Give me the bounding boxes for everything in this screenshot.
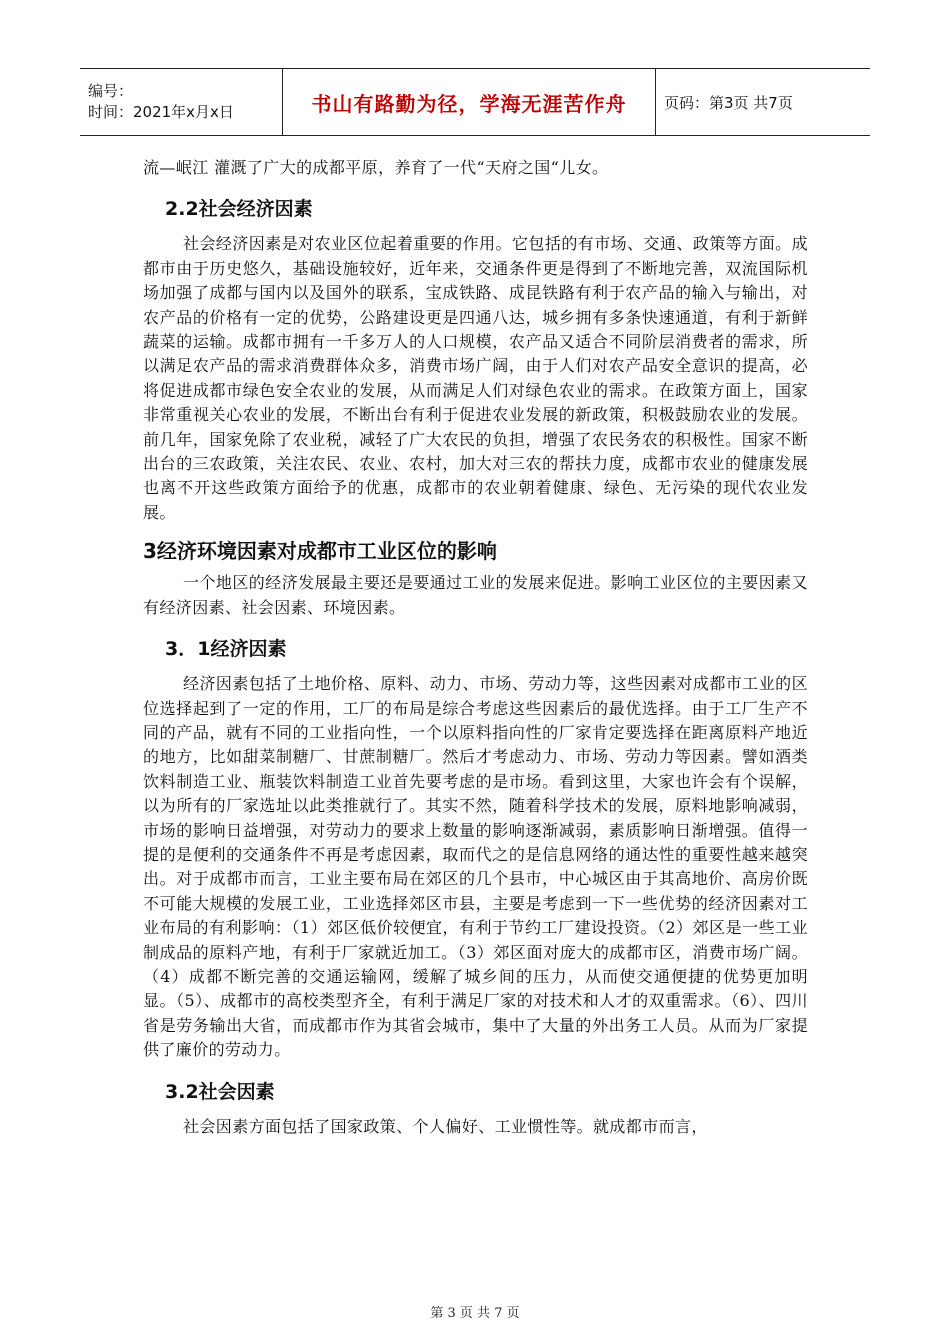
heading-2-2: 2.2社会经济因素: [165, 198, 313, 221]
header-page-info: 页码：第3页 共7页: [664, 93, 793, 112]
header-meta: [80, 69, 283, 135]
page-footer: 第 3 页 共 7 页: [430, 1306, 520, 1321]
doc-number-label: 编号：: [88, 82, 134, 100]
heading-3-1: 3．1经济因素: [165, 638, 287, 661]
paragraph-2-2: 社会经济因素是对农业区位起着重要的作用。它包括的有市场、交通、政策等方面。成都市由于历史悠久，基础设施较好，近年来，交通条件更是得到了不断地完善，双流国际机场加强了成都与国内以及国外的联系，宝成铁路、成昆铁路有利于农产品的输入与输出，对农产品的价格有一定的优势，公路建设更是四通八达，城乡拥有多条快速通道，有利于新鲜蔬菜的运输。成都市拥有一千多万人的人口规模，农产品又适合不同阶层消费者的需求，所以满足农产品的需求消费群体众多，消费市场广阔，由于人们对农产品安全意识的提高，必将促进成都市绿色安全农业的发展，从而满足人们对绿色农业的需求。在政策方面上，国家非常重视关心农业的发展，不断出台有利于促进农业发展的新政策，积极鼓励农业的发展。前几年，国家免除了农业税，减轻了广大农民的负担，增强了农民务农的积极性。国家不断出台的三农政策，关注农民、农业、农村，加大对三农的帮扶力度，成都市农业的健康发展也离不开这些政策方面给予的优惠，成都市的农业朝着健康、绿色、无污染的现代农业发展。: [143, 234, 808, 522]
paragraph-intro: 流—岷江 灌溉了广大的成都平原，养育了一代“天府之国“儿女。: [143, 158, 609, 177]
document-body: [143, 156, 808, 1139]
page-header: [80, 68, 870, 136]
paragraph-3-1: 经济因素包括了土地价格、原料、动力、市场、劳动力等，这些因素对成都市工业的区位选择起到了一定的作用，工厂的布局是综合考虑这些因素后的最优选择。由于工厂生产不同的产品，就有不同的工业指向性，一个以原料指向性的厂家肯定要选择在距离原料产地近的地方，比如甜菜制糖厂、甘蔗制糖厂。然后才考虑动力、市场、劳动力等因素。譬如酒类饮料制造工业、瓶装饮料制造工业首先要考虑的是市场。看到这里，大家也许会有个误解，以为所有的厂家选址以此类推就行了。其实不然，随着科学技术的发展，原料地影响减弱，市场的影响日益增强，对劳动力的要求上数量的影响逐渐减弱，素质影响日渐增强。值得一提的是便利的交通条件不再是考虑因素，取而代之的是信息网络的通达性的重要性越来越突出。对于成都市而言，工业主要布局在郊区的几个县市，中心城区由于其高地价、高房价既不可能大规模的发展工业，工业选择郊区市县，主要是考虑到一下一些优势的经济因素对工业布局的有利影响：（1）郊区低价较便宜，有利于节约工厂建设投资。（2）郊区是一些工业制成品的原料产地，有利于厂家就近加工。（3）郊区面对庞大的成都市区，消费市场广阔。（4）成都不断完善的交通运输网，缓解了城乡间的压力，从而使交通便捷的优势更加明显。（5）、成都市的高校类型齐全，有利于满足厂家的对技术和人才的双重需求。（6）、四川省是劳务输出大省，而成都市作为其省会城市，集中了大量的外出务工人员。从而为厂家提供了廉价的劳动力。: [143, 674, 808, 1060]
paragraph-3: 一个地区的经济发展最主要还是要通过工业的发展来促进。影响工业区位的主要因素又有经济因素、社会因素、环境因素。: [143, 573, 808, 617]
header-motto: 书山有路勤为径，学海无涯苦作舟: [283, 69, 656, 135]
heading-3-2: 3.2社会因素: [165, 1080, 275, 1103]
doc-date-label: 时间：2021年x月x日: [88, 103, 234, 121]
paragraph-3-2: 社会因素方面包括了国家政策、个人偏好、工业惯性等。就成都市而言，: [183, 1116, 708, 1136]
heading-3: 3经济环境因素对成都市工业区位的影响: [143, 539, 497, 564]
